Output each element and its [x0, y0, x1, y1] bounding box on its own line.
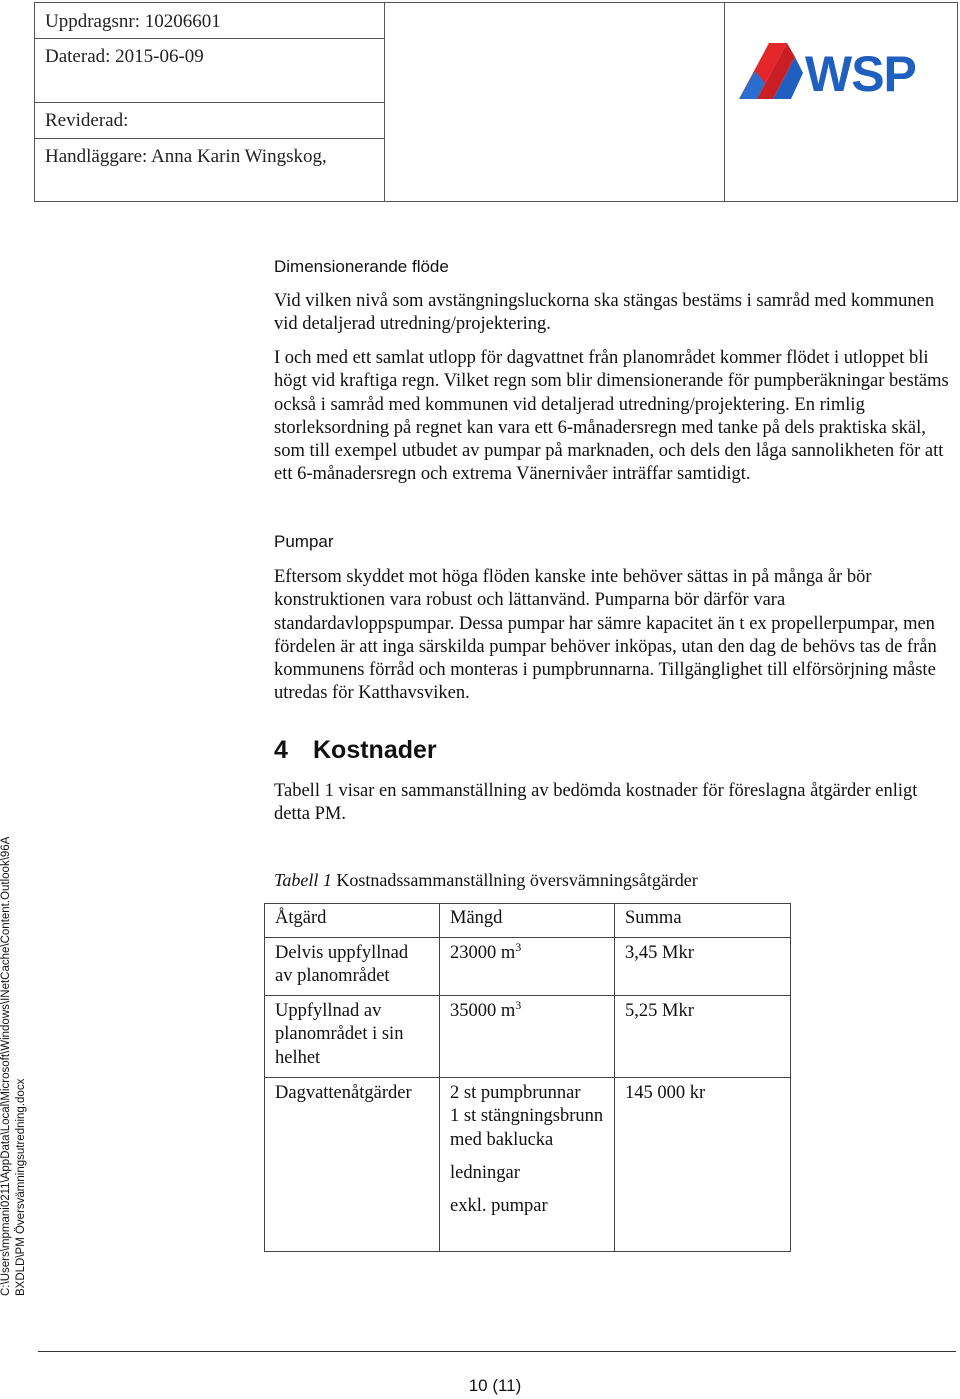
chapter-title: Kostnader [313, 736, 437, 764]
chapter-heading-costs [274, 736, 437, 765]
row-amount: 2 st pumpbrunnar 1 st stängningsbrunn med baklucka ledningar exkl. pumpar [440, 1078, 615, 1252]
table-row [265, 996, 791, 1078]
header-sum: Summa [615, 904, 791, 938]
doc-number: Uppdragsnr: 10206601 [45, 11, 221, 32]
chapter-number: 4 [274, 736, 288, 764]
table-header-row [265, 904, 791, 938]
row-amount: 35000 $m^3$ [440, 996, 615, 1078]
section-heading-dimension: Dimensionerande flöde [274, 257, 449, 276]
header-action: Åtgärd [265, 904, 440, 938]
header-amount: Mängd [440, 904, 615, 938]
row-action: Uppfyllnad av planområdet i sin helhet [265, 996, 440, 1078]
table-row [265, 938, 791, 996]
footer-rule [38, 1351, 956, 1352]
row-action: Dagvattenåtgärder [265, 1078, 440, 1252]
section-heading-pumps: Pumpar [274, 532, 334, 551]
row-action: Delvis uppfyllnad av planområdet [265, 938, 440, 996]
table-caption-label: Tabell 1 [274, 870, 332, 890]
header-info-column [35, 3, 385, 201]
logo-text: WSP [805, 46, 916, 102]
table-caption [274, 870, 698, 891]
file-path-line-2: BXDLD\PM Översvämningsutredning.docx [15, 1078, 27, 1296]
paragraph-dimension-1: Vid vilken nivå som avstängningsluckorna ska stängas bestäms i samråd med kommunen vid detaljerad utredning/projektering. [274, 291, 935, 335]
row-sum: 3,45 Mkr [615, 938, 791, 996]
file-path-line-1: C:\Users\mpmani0211\AppData\Local\Microsoft\Windows\INetCache\Content.Outlook\96A [0, 836, 12, 1296]
table-caption-text: Kostnadssammanställning översvämningsåtgärder [331, 870, 698, 890]
cost-table [264, 903, 791, 1252]
row-sum: 5,25 Mkr [615, 996, 791, 1078]
paragraph-dimension-2: I och med ett samlat utlopp för dagvattnet från planområdet kommer flödet i utloppet bli högt vid kraftiga regn. Vilket regn som blir dimensionerande för pumpberäkningar bestäms också i samråd med kommunen vid detaljerad utredning/projektering. En rimlig storleksordning på regnet kan vara ett 6-månadersregn med tanke på dels praktiska skäl, som till exempel utbudet av pumpar på marknaden, och dels den låga sannolikheten för att ett 6-månadersregn och extrema Vänernivåer inträffar samtidigt. [274, 348, 949, 485]
paragraph-costs-intro: Tabell 1 visar en sammanställning av bedömda kostnader för föreslagna åtgärder enligt detta PM. [274, 781, 918, 825]
wsp-logo [735, 39, 925, 103]
doc-handler: Handläggare: Anna Karin Wingskog, [45, 146, 327, 167]
page-number: 10 (11) [468, 1376, 522, 1395]
file-path-margin [0, 837, 29, 1296]
paragraph-pumps: Eftersom skyddet mot höga flöden kanske inte behöver sättas in på många år bör konstruktionen vara robust och lättanvänd. Pumparna bör därför vara standardavloppspumpar. Dessa pumpar har sämre kapacitet än t ex propellerpumpar, men fördelen är att inga särskilda pumpar behöver inköpas, utan den dag de behövs tas de från kommunens förråd och monteras i pumpbrunnarna. Tillgänglighet till elförsörjning måste utredas för Katthavsviken. [274, 567, 937, 704]
row-amount: 23000 $m^3$ [440, 938, 615, 996]
table-row [265, 1078, 791, 1252]
header-empty-column [385, 3, 725, 201]
doc-date: Daterad: 2015-06-09 [45, 46, 204, 67]
row-sum: 145 000 kr [615, 1078, 791, 1252]
document-header [34, 2, 958, 202]
doc-revised: Reviderad: [45, 110, 129, 131]
